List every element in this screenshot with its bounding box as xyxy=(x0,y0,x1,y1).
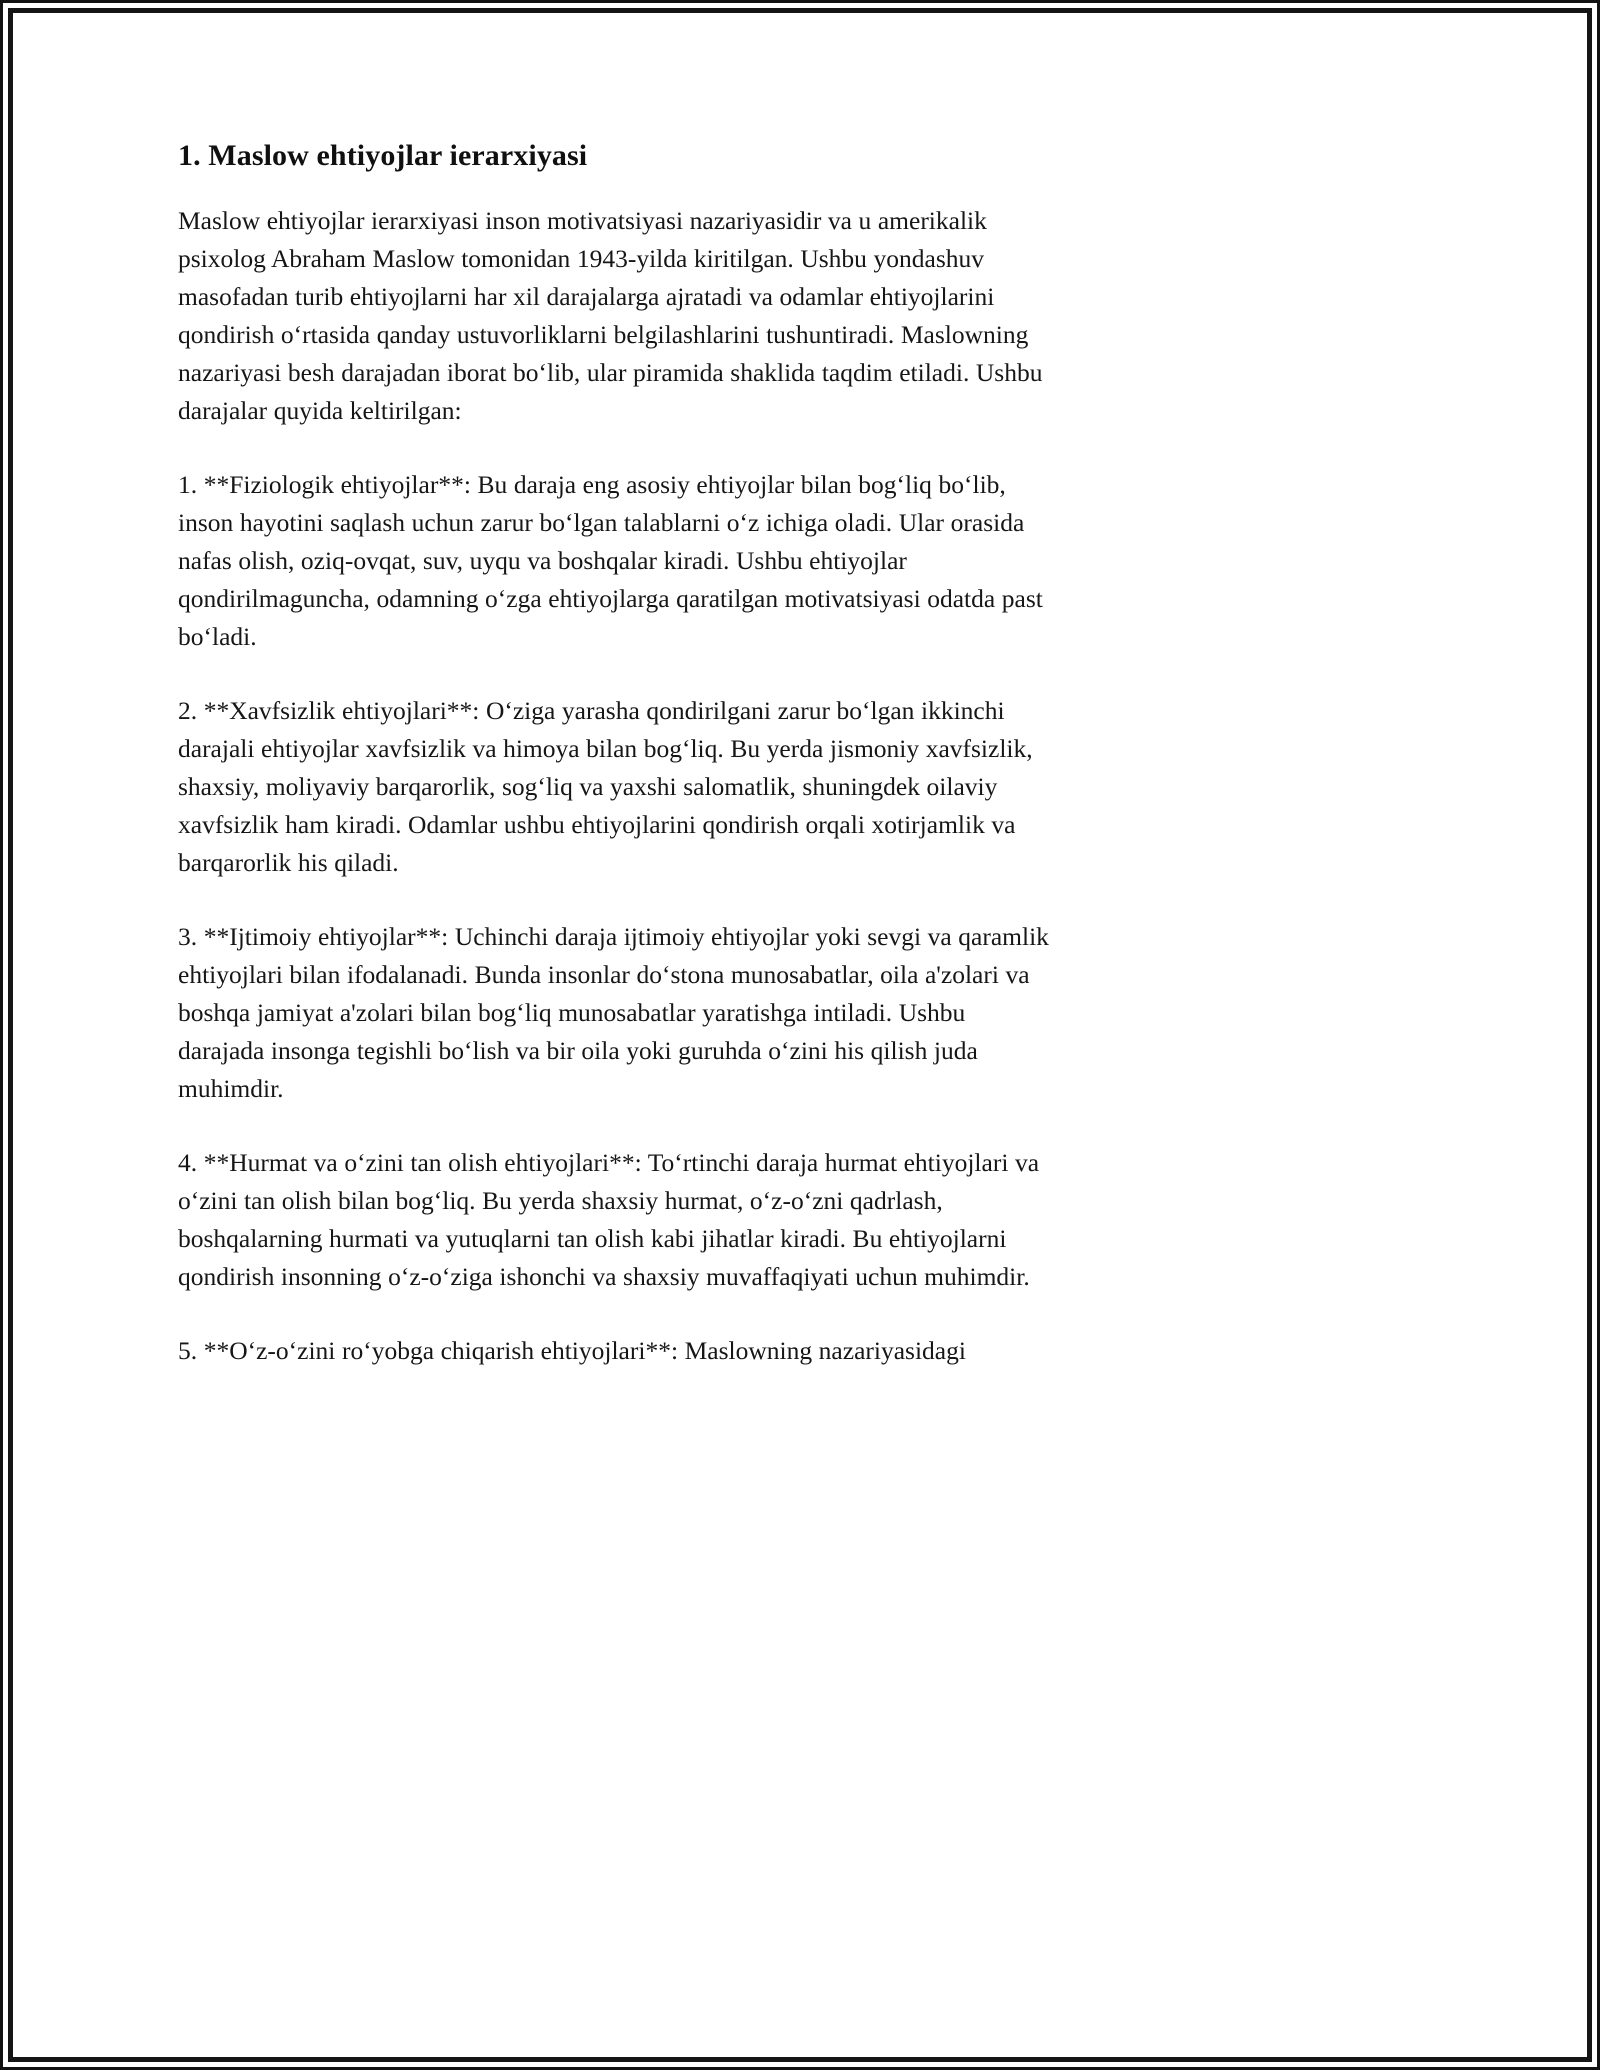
page-sheet xyxy=(13,13,1587,2057)
intro-paragraph: Maslow ehtiyojlar ierarxiyasi inson motivatsiyasi nazariyasidir va u amerikalik psixolog Abraham Maslow tomonidan 1943-yilda kiritilgan. Ushbu yondashuv masofadan turib ehtiyojlarni har xil darajalarga ajratadi va odamlar ehtiyojlarini qondirish o‘rtasida qanday ustuvorliklarni belgilashlarini tushuntiradi. Maslowning nazariyasi besh darajadan iborat bo‘lib, ular piramida shaklida taqdim etiladi. Ushbu darajalar quyida keltirilgan: xyxy=(178,205,1043,425)
document-body xyxy=(178,138,1058,1370)
list-item-safety-needs: 2. **Xavfsizlik ehtiyojlari**: O‘ziga yarasha qondirilgani zarur bo‘lgan ikkinchi darajali ehtiyojlar xavfsizlik va himoya bilan bog‘liq. Bu yerda jismoniy xavfsizlik, shaxsiy, moliyaviy barqarorlik, sog‘liq va yaxshi salomatlik, shuningdek oilaviy xavfsizlik ham kiradi. Odamlar ushbu ehtiyojlarini qondirish orqali xotirjamlik va barqarorlik his qiladi. xyxy=(178,695,1033,877)
list-item-physiological-needs: 1. **Fiziologik ehtiyojlar**: Bu daraja eng asosiy ehtiyojlar bilan bog‘liq bo‘lib, inson hayotini saqlash uchun zarur bo‘lgan talablarni o‘z ichiga oladi. Ular orasida nafas olish, oziq-ovqat, suv, uyqu va boshqalar kiradi. Ushbu ehtiyojlar qondirilmaguncha, odamning o‘zga ehtiyojlarga qaratilgan motivatsiyasi odatda past bo‘ladi. xyxy=(178,469,1043,651)
list-item-esteem-needs: 4. **Hurmat va o‘zini tan olish ehtiyojlari**: To‘rtinchi daraja hurmat ehtiyojlari va o‘zini tan olish bilan bog‘liq. Bu yerda shaxsiy hurmat, o‘z-o‘zni qadrlash, boshqalarning hurmati va yutuqlarni tan olish kabi jihatlar kiradi. Bu ehtiyojlarni qondirish insonning o‘z-o‘ziga ishonchi va shaxsiy muvaffaqiyati uchun muhimdir. xyxy=(178,1147,1040,1291)
page-title: 1. Maslow ehtiyojlar ierarxiyasi xyxy=(178,139,588,172)
list-item-self-actualization-needs: 5. **O‘z-o‘zini ro‘yobga chiqarish ehtiyojlari**: Maslowning nazariyasidagi xyxy=(178,1335,966,1365)
list-item-social-needs: 3. **Ijtimoiy ehtiyojlar**: Uchinchi daraja ijtimoiy ehtiyojlar yoki sevgi va qaramlik ehtiyojlari bilan ifodalanadi. Bunda insonlar do‘stona munosabatlar, oila a'zolari va boshqa jamiyat a'zolari bilan bog‘liq munosabatlar yaratishga intiladi. Ushbu darajada insonga tegishli bo‘lish va bir oila yoki guruhda o‘zini his qilish juda muhimdir. xyxy=(178,921,1049,1103)
